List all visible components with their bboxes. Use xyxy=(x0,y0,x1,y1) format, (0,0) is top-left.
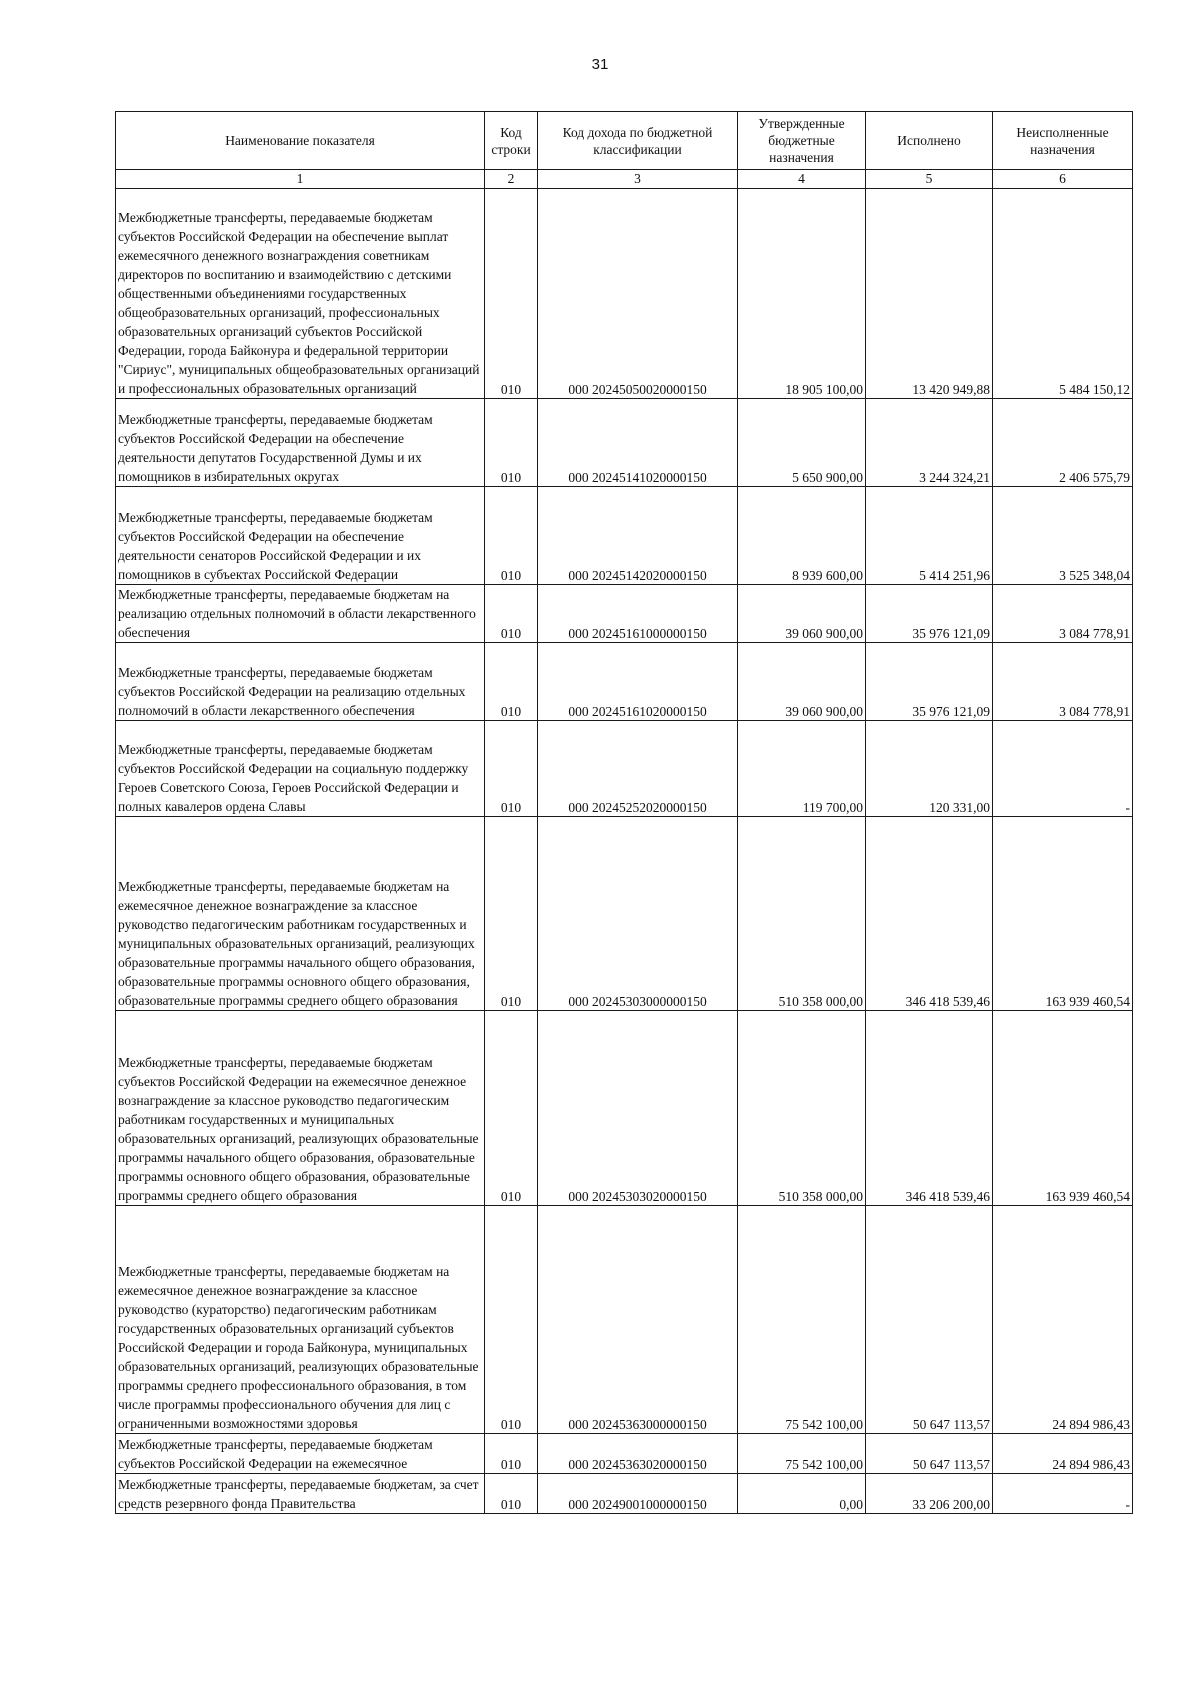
row-unexecuted: 3 084 778,91 xyxy=(993,643,1133,721)
row-name: Межбюджетные трансферты, передаваемые бюджетам субъектов Российской Федерации на обеспечение деятельности депутатов Государственной Думы и их помощников в избирательных округах xyxy=(116,399,485,487)
header-executed: Исполнено xyxy=(866,112,993,170)
row-executed: 346 418 539,46 xyxy=(866,817,993,1011)
row-approved: 119 700,00 xyxy=(738,721,866,817)
row-unexecuted: 24 894 986,43 xyxy=(993,1434,1133,1474)
row-unexecuted: - xyxy=(993,721,1133,817)
row-line-code: 010 xyxy=(485,721,538,817)
row-line-code: 010 xyxy=(485,487,538,585)
row-income-code: 000 20245161020000150 xyxy=(538,643,738,721)
header-unexecuted: Неисполненные назначения xyxy=(993,112,1133,170)
row-name: Межбюджетные трансферты, передаваемые бюджетам на ежемесячное денежное вознаграждение за классное руководство педагогическим работникам государственных и муниципальных образовательных организаций, реализующих образовательные программы начального общего образования, образовательные программы основного общего образования, образовательные программы среднего общего образования xyxy=(116,817,485,1011)
column-number: 4 xyxy=(738,170,866,189)
row-unexecuted: 5 484 150,12 xyxy=(993,189,1133,399)
row-approved: 510 358 000,00 xyxy=(738,817,866,1011)
column-numbers-row xyxy=(116,170,1133,189)
row-executed: 50 647 113,57 xyxy=(866,1206,993,1434)
table-body xyxy=(116,189,1133,1514)
table-row xyxy=(116,643,1133,721)
row-line-code: 010 xyxy=(485,1434,538,1474)
row-line-code: 010 xyxy=(485,1206,538,1434)
row-name: Межбюджетные трансферты, передаваемые бюджетам субъектов Российской Федерации на обеспечение деятельности сенаторов Российской Федерации и их помощников в субъектах Российской Федерации xyxy=(116,487,485,585)
row-name: Межбюджетные трансферты, передаваемые бюджетам на реализацию отдельных полномочий в области лекарственного обеспечения xyxy=(116,585,485,643)
row-executed: 33 206 200,00 xyxy=(866,1474,993,1514)
row-approved: 75 542 100,00 xyxy=(738,1434,866,1474)
row-executed: 120 331,00 xyxy=(866,721,993,817)
row-line-code: 010 xyxy=(485,1011,538,1206)
table-header xyxy=(116,112,1133,189)
row-executed: 35 976 121,09 xyxy=(866,585,993,643)
row-line-code: 010 xyxy=(485,189,538,399)
row-approved: 510 358 000,00 xyxy=(738,1011,866,1206)
row-name: Межбюджетные трансферты, передаваемые бюджетам, за счет средств резервного фонда Правительства xyxy=(116,1474,485,1514)
row-approved: 0,00 xyxy=(738,1474,866,1514)
column-number: 2 xyxy=(485,170,538,189)
row-line-code: 010 xyxy=(485,399,538,487)
row-name: Межбюджетные трансферты, передаваемые бюджетам субъектов Российской Федерации на ежемесячное денежное вознаграждение за классное руководство педагогическим работникам государственных и муниципальных образовательных организаций, реализующих образовательные программы начального общего образования, образовательные программы основного общего образования, образовательные программы среднего общего образования xyxy=(116,1011,485,1206)
row-income-code: 000 20245303000000150 xyxy=(538,817,738,1011)
header-line-code: Код строки xyxy=(485,112,538,170)
row-name: Межбюджетные трансферты, передаваемые бюджетам субъектов Российской Федерации на реализацию отдельных полномочий в области лекарственного обеспечения xyxy=(116,643,485,721)
row-approved: 18 905 100,00 xyxy=(738,189,866,399)
row-unexecuted: 163 939 460,54 xyxy=(993,1011,1133,1206)
row-approved: 5 650 900,00 xyxy=(738,399,866,487)
row-name: Межбюджетные трансферты, передаваемые бюджетам субъектов Российской Федерации на обеспечение выплат ежемесячного денежного вознаграждения советникам директоров по воспитанию и взаимодействию с детскими общественными объединениями государственных общеобразовательных организаций, профессиональных образовательных организаций субъектов Российской Федерации, города Байконура и федеральной территории "Сириус", муниципальных общеобразовательных организаций и профессиональных образовательных организаций xyxy=(116,189,485,399)
row-unexecuted: 163 939 460,54 xyxy=(993,817,1133,1011)
row-income-code: 000 20245252020000150 xyxy=(538,721,738,817)
row-unexecuted: 2 406 575,79 xyxy=(993,399,1133,487)
row-executed: 3 244 324,21 xyxy=(866,399,993,487)
row-income-code: 000 20245050020000150 xyxy=(538,189,738,399)
table-row xyxy=(116,1011,1133,1206)
row-line-code: 010 xyxy=(485,585,538,643)
row-line-code: 010 xyxy=(485,643,538,721)
header-income-code: Код дохода по бюджетной классификации xyxy=(538,112,738,170)
budget-report-table xyxy=(115,111,1133,1514)
table-row xyxy=(116,1434,1133,1474)
table-row xyxy=(116,399,1133,487)
table-row xyxy=(116,817,1133,1011)
row-unexecuted: 3 525 348,04 xyxy=(993,487,1133,585)
row-income-code: 000 20245141020000150 xyxy=(538,399,738,487)
column-number: 3 xyxy=(538,170,738,189)
row-income-code: 000 20245303020000150 xyxy=(538,1011,738,1206)
row-line-code: 010 xyxy=(485,817,538,1011)
table-row xyxy=(116,1206,1133,1434)
row-executed: 346 418 539,46 xyxy=(866,1011,993,1206)
row-name: Межбюджетные трансферты, передаваемые бюджетам субъектов Российской Федерации на социальную поддержку Героев Советского Союза, Героев Российской Федерации и полных кавалеров ордена Славы xyxy=(116,721,485,817)
row-unexecuted: 24 894 986,43 xyxy=(993,1206,1133,1434)
row-approved: 75 542 100,00 xyxy=(738,1206,866,1434)
column-number: 6 xyxy=(993,170,1133,189)
header-approved: Утвержденные бюджетные назначения xyxy=(738,112,866,170)
row-executed: 5 414 251,96 xyxy=(866,487,993,585)
row-executed: 13 420 949,88 xyxy=(866,189,993,399)
row-name: Межбюджетные трансферты, передаваемые бюджетам на ежемесячное денежное вознаграждение за классное руководство (кураторство) педагогическим работникам государственных образовательных организаций субъектов Российской Федерации и города Байконура, муниципальных образовательных организаций, реализующих образовательные программы среднего профессионального образования, в том числе программы профессионального обучения для лиц с ограниченными возможностями здоровья xyxy=(116,1206,485,1434)
table-row xyxy=(116,487,1133,585)
row-unexecuted: 3 084 778,91 xyxy=(993,585,1133,643)
header-name: Наименование показателя xyxy=(116,112,485,170)
row-income-code: 000 20245363000000150 xyxy=(538,1206,738,1434)
table-row xyxy=(116,585,1133,643)
page-number: 31 xyxy=(591,56,609,73)
row-income-code: 000 20245363020000150 xyxy=(538,1434,738,1474)
row-approved: 39 060 900,00 xyxy=(738,585,866,643)
table-row xyxy=(116,721,1133,817)
row-approved: 39 060 900,00 xyxy=(738,643,866,721)
row-executed: 35 976 121,09 xyxy=(866,643,993,721)
row-executed: 50 647 113,57 xyxy=(866,1434,993,1474)
column-number: 5 xyxy=(866,170,993,189)
row-unexecuted: - xyxy=(993,1474,1133,1514)
row-line-code: 010 xyxy=(485,1474,538,1514)
row-name: Межбюджетные трансферты, передаваемые бюджетам субъектов Российской Федерации на ежемесячное xyxy=(116,1434,485,1474)
column-number: 1 xyxy=(116,170,485,189)
row-income-code: 000 20249001000000150 xyxy=(538,1474,738,1514)
row-income-code: 000 20245142020000150 xyxy=(538,487,738,585)
table-row xyxy=(116,189,1133,399)
row-approved: 8 939 600,00 xyxy=(738,487,866,585)
table-row xyxy=(116,1474,1133,1514)
row-income-code: 000 20245161000000150 xyxy=(538,585,738,643)
